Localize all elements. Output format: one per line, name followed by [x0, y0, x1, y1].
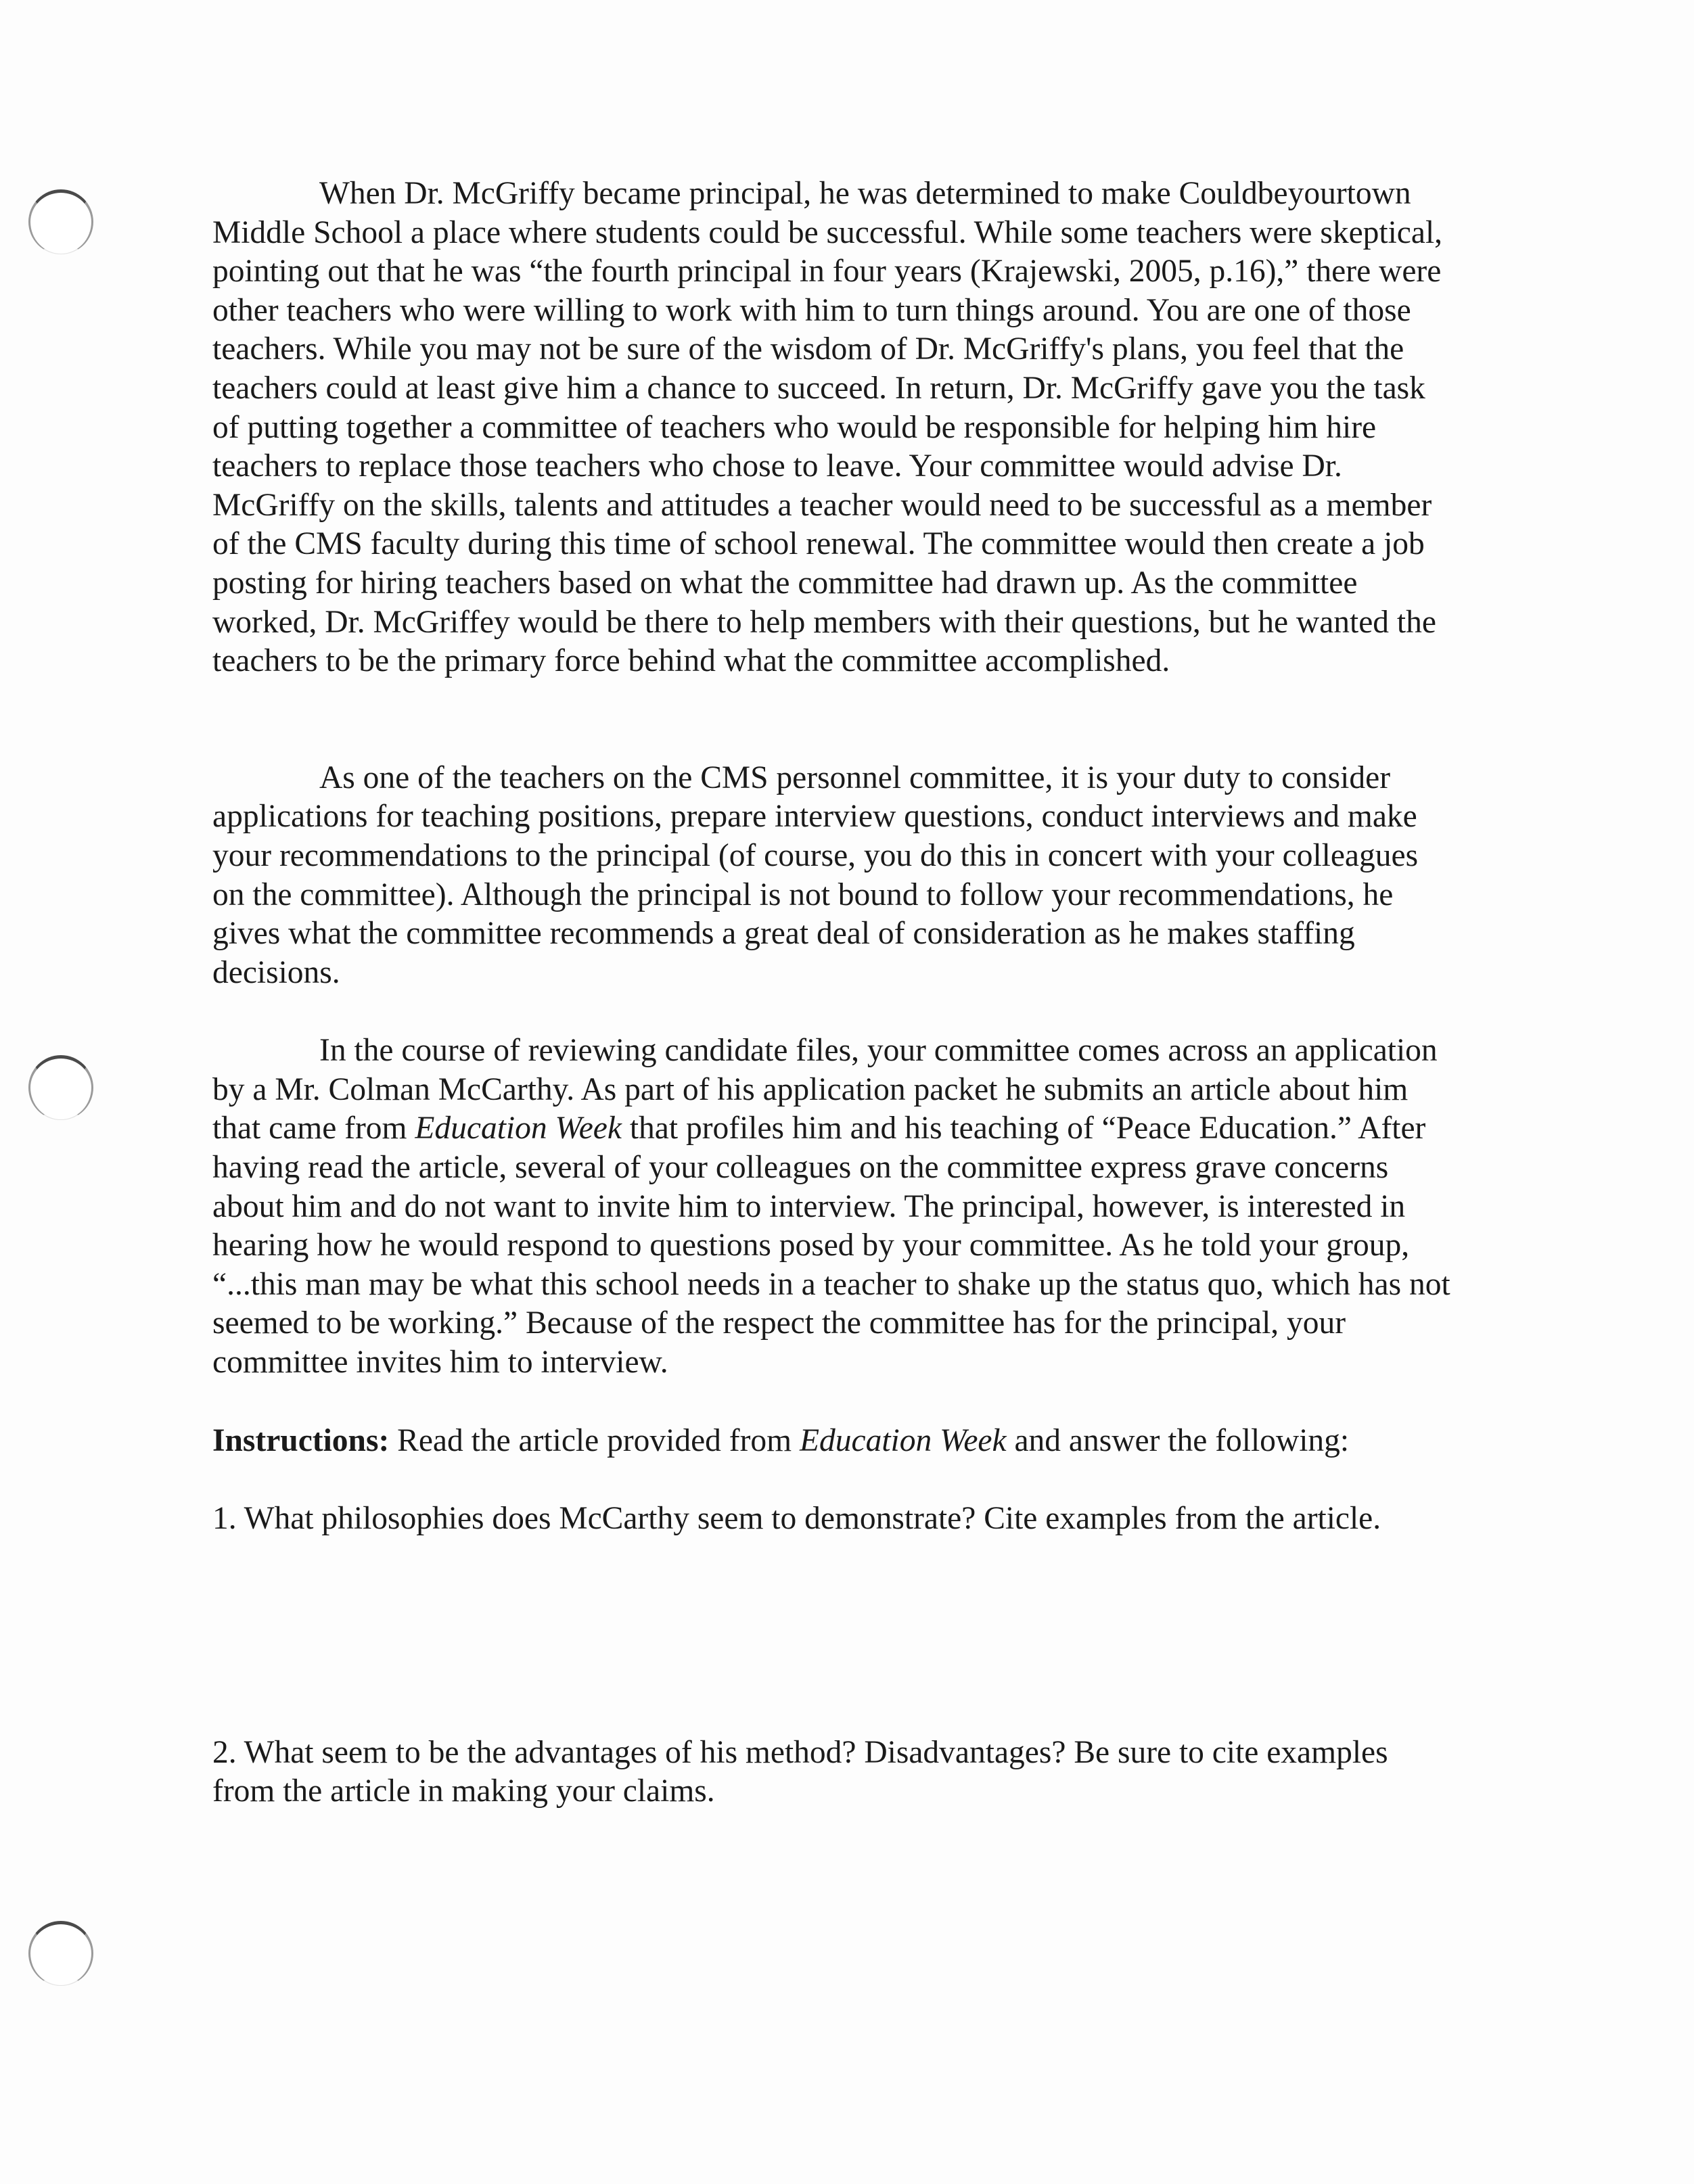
- paragraph-candidate-review-text-1: In the course of reviewing candidate files, your committee comes across an application by a Mr. Colman McCarthy. As part of his application packet he submits an article about him that came from: [212, 1033, 1438, 1146]
- punch-hole-top: [28, 189, 93, 254]
- punch-hole-bottom: [28, 1921, 93, 1986]
- paragraph-committee-duty: As one of the teachers on the CMS personnel committee, it is your duty to consider applications for teaching positions, prepare interview questions, conduct interviews and make your recommendations to the principal (of course, you do this in concert with your colleagues on the committee). Although the principal is not bound to follow your recommendations, he gives what the committee recommends a great deal of consideration as he makes staffing decisions.: [212, 760, 1419, 990]
- publication-title: Education Week: [415, 1111, 622, 1146]
- instructions: [212, 1422, 1457, 1461]
- instructions-text-2: and answer the following:: [1006, 1422, 1350, 1458]
- question-2: 2. What seem to be the advantages of his method? Disadvantages? Be sure to cite examples from the article in making your claims.: [212, 1734, 1388, 1809]
- document-body: [212, 175, 1457, 1811]
- question-1: 1. What philosophies does McCarthy seem to demonstrate? Cite examples from the article.: [212, 1501, 1381, 1537]
- paragraph-intro: When Dr. McGriffy became principal, he was determined to make Couldbeyourtown Middle School a place where students could be successful. While some teachers were skeptical, pointing out that he was “the fourth principal in four years (Krajewski, 2005, p.16),” there were other teachers who were willing to work with him to turn things around. You are one of those teachers. While you may not be sure of the wisdom of Dr. McGriffy's plans, you feel that the teachers could at least give him a chance to succeed. In return, Dr. McGriffy gave you the task of putting together a committee of teachers who would be responsible for helping him hire teachers to replace those teachers who chose to leave. Your committee would advise Dr. McGriffy on the skills, talents and attitudes a teacher would need to be successful as a member of the CMS faculty during this time of school renewal. The committee would then create a job posting for hiring teachers based on what the committee had drawn up. As the committee worked, Dr. McGriffey would be there to help members with their questions, but he wanted the teachers to be the primary force behind what the committee accomplished.: [212, 176, 1443, 679]
- paragraph-candidate-review: [212, 1031, 1457, 1382]
- instructions-label: Instructions:: [212, 1422, 390, 1458]
- paragraph-candidate-review-text-2: that profiles him and his teaching of “Peace Education.” After having read the article, several of your colleagues on the committee express grave concerns about him and do not want to invite him to interview. The principal, however, is interested in hearing how he would respond to questions posed by your committee. As he told your group, “...this man may be what this school needs in a teacher to shake up the status quo, which has not seemed to be working.” Because of the respect the committee has for the principal, your committee invites him to interview.: [212, 1111, 1450, 1380]
- instructions-text-1: Read the article provided from: [389, 1422, 800, 1458]
- instructions-publication-title: Education Week: [800, 1422, 1007, 1458]
- punch-hole-middle: [28, 1055, 93, 1120]
